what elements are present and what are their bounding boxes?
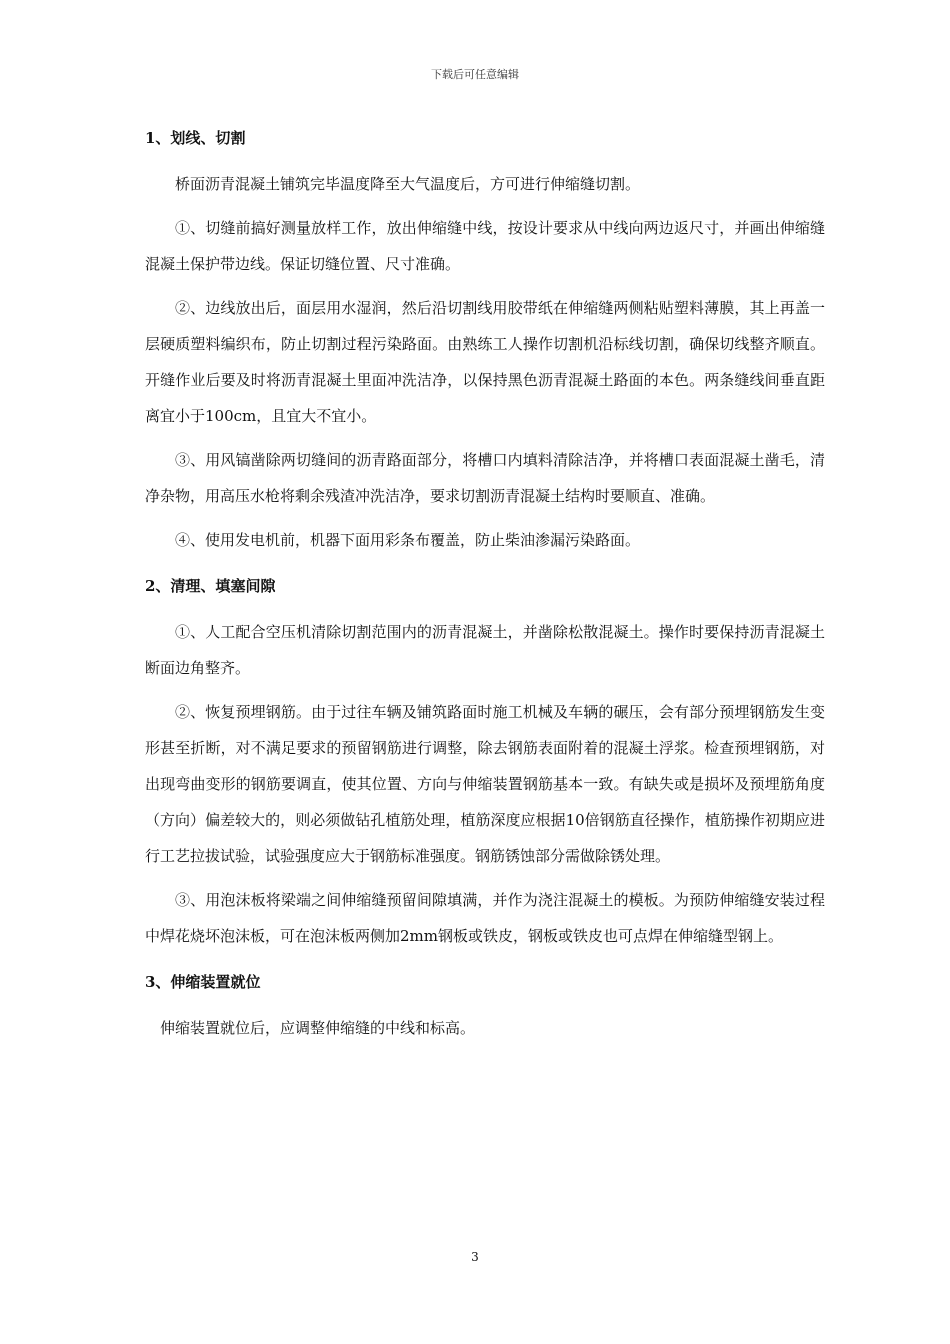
section-heading: 3、伸缩装置就位 xyxy=(145,973,261,991)
paragraph: ②、恢复预埋钢筋。由于过往车辆及铺筑路面时施工机械及车辆的碾压，会有部分预埋钢筋发生变形甚至折断，对不满足要求的预留钢筋进行调整，除去钢筋表面附着的混凝土浮浆。检查预埋钢筋，对出现弯曲变形的钢筋要调直，使其位置、方向与伸缩装置钢筋基本一致。有缺失或是损坏及预埋筋角度（方向）偏差较大的，则必须做钻孔植筋处理，植筋深度应根据10倍钢筋直径操作，植筋操作初期应进行工艺拉拔试验，试验强度应大于钢筋标准强度。钢筋锈蚀部分需做除锈处理。 xyxy=(145,703,825,865)
document-body xyxy=(145,118,825,1046)
page-number: 3 xyxy=(471,1250,479,1264)
paragraph: ③、用泡沫板将梁端之间伸缩缝预留间隙填满，并作为浇注混凝土的模板。为预防伸缩缝安装过程中焊花烧坏泡沫板，可在泡沫板两侧加2mm钢板或铁皮，钢板或铁皮也可点焊在伸缩缝型钢上。 xyxy=(145,891,825,945)
page-header: 下载后可任意编辑 xyxy=(431,68,519,81)
paragraph: ④、使用发电机前，机器下面用彩条布覆盖，防止柴油渗漏污染路面。 xyxy=(175,531,641,549)
paragraph: ③、用风镐凿除两切缝间的沥青路面部分，将槽口内填料清除洁净，并将槽口表面混凝土凿毛，清净杂物，用高压水枪将剩余残渣冲洗洁净，要求切割沥青混凝土结构时要顺直、准确。 xyxy=(145,451,825,505)
paragraph: 伸缩装置就位后，应调整伸缩缝的中线和标高。 xyxy=(160,1019,476,1037)
paragraph: ①、切缝前搞好测量放样工作，放出伸缩缝中线，按设计要求从中线向两边返尺寸，并画出伸缩缝混凝土保护带边线。保证切缝位置、尺寸准确。 xyxy=(145,219,825,273)
paragraph: 桥面沥青混凝土铺筑完毕温度降至大气温度后，方可进行伸缩缝切割。 xyxy=(175,175,641,193)
paragraph: ①、人工配合空压机清除切割范围内的沥青混凝土，并凿除松散混凝土。操作时要保持沥青混凝土断面边角整齐。 xyxy=(145,623,825,677)
section-heading: 1、划线、切割 xyxy=(145,129,246,147)
paragraph: ②、边线放出后，面层用水湿润，然后沿切割线用胶带纸在伸缩缝两侧粘贴塑料薄膜，其上再盖一层硬质塑料编织布，防止切割过程污染路面。由熟练工人操作切割机沿标线切割，确保切线整齐顺直。开缝作业后要及时将沥青混凝土里面冲洗洁净，以保持黑色沥青混凝土路面的本色。两条缝线间垂直距离宜小于100cm，且宜大不宜小。 xyxy=(145,299,825,425)
section-heading: 2、清理、填塞间隙 xyxy=(145,577,276,595)
